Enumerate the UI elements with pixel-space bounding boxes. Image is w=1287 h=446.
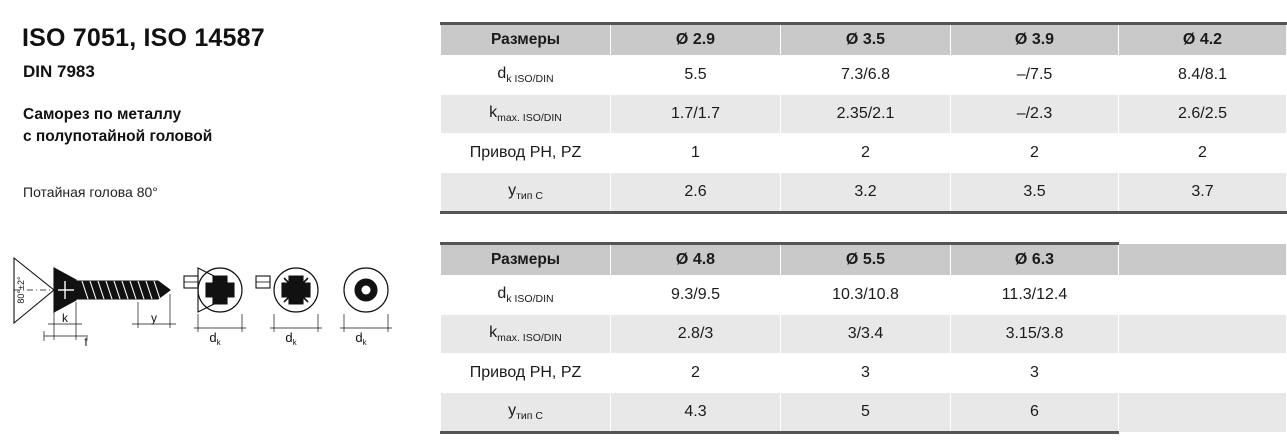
table2-row3-val3 — [1119, 393, 1287, 433]
table-header-row — [441, 244, 1287, 276]
product-description — [23, 104, 212, 149]
table2-row3-val2: 6 — [951, 393, 1119, 433]
drawing-angle-label: 80°±2° — [16, 276, 26, 304]
screw-technical-drawing — [8, 228, 428, 353]
table1-header-cell-2: Ø 3.5 — [781, 24, 951, 56]
table1-row1-val0: 1.7/1.7 — [611, 95, 781, 134]
table2-header-cell-3: Ø 6.3 — [951, 244, 1119, 276]
drawing-dim-y: y — [151, 311, 157, 325]
table2-header-cell-0: Размеры — [441, 244, 611, 276]
table2-row0-val3 — [1119, 276, 1287, 315]
table1-row3-label: $y_{тип C}$ — [441, 173, 611, 213]
table2-header-cell-2: Ø 5.5 — [781, 244, 951, 276]
table1-row3-val3: 3.7 — [1119, 173, 1287, 213]
table2-row2-label: Привод PH, PZ — [441, 354, 611, 393]
table2-row0-val2: 11.3/12.4 — [951, 276, 1119, 315]
table1-row1-val2: –/2.3 — [951, 95, 1119, 134]
table1-row2-val3: 2 — [1119, 134, 1287, 173]
table1-row3-val2: 3.5 — [951, 173, 1119, 213]
table1-row1-val1: 2.35/2.1 — [781, 95, 951, 134]
table1-row0-label: $d_{k ISO/DIN}$ — [441, 56, 611, 95]
table-row — [441, 173, 1287, 213]
table2-header-cell-1: Ø 4.8 — [611, 244, 781, 276]
table-row — [441, 56, 1287, 95]
table1-row0-val2: –/7.5 — [951, 56, 1119, 95]
product-description-line1: Саморез по металлу — [23, 106, 182, 123]
table2-header-cell-4 — [1119, 244, 1287, 276]
spec-table-1 — [440, 22, 1287, 214]
table2-row1-val0: 2.8/3 — [611, 315, 781, 354]
table2-row3-label: $y_{тип C}$ — [441, 393, 611, 433]
table1-row3-val1: 3.2 — [781, 173, 951, 213]
spec-table-2-wrapper — [440, 242, 1287, 434]
left-info-panel — [0, 0, 440, 446]
drawing-dim-dk-3: $d_k$ — [355, 330, 367, 347]
drawing-dim-dk-1: $d_k$ — [209, 330, 221, 347]
drawing-dim-dk-2: $d_k$ — [285, 330, 297, 347]
table1-row1-label: $k_{max. ISO/DIN}$ — [441, 95, 611, 134]
drawing-dim-k: k — [62, 311, 68, 325]
table1-row2-val2: 2 — [951, 134, 1119, 173]
table1-header-cell-3: Ø 3.9 — [951, 24, 1119, 56]
table1-row1-val3: 2.6/2.5 — [1119, 95, 1287, 134]
table1-row3-val0: 2.6 — [611, 173, 781, 213]
head-type-note: Потайная голова 80° — [23, 184, 158, 200]
table1-row2-val1: 2 — [781, 134, 951, 173]
table1-row0-val1: 7.3/6.8 — [781, 56, 951, 95]
table-row — [441, 354, 1287, 393]
table2-row2-val3 — [1119, 354, 1287, 393]
table2-row3-val0: 4.3 — [611, 393, 781, 433]
table2-row2-val2: 3 — [951, 354, 1119, 393]
table-row — [441, 95, 1287, 134]
table2-row3-val1: 5 — [781, 393, 951, 433]
table1-header-cell-0: Размеры — [441, 24, 611, 56]
table1-row2-label: Привод PH, PZ — [441, 134, 611, 173]
table2-row0-label: $d_{k ISO/DIN}$ — [441, 276, 611, 315]
spec-table-2 — [440, 242, 1287, 434]
table1-row2-val0: 1 — [611, 134, 781, 173]
page-subtitle: DIN 7983 — [23, 62, 95, 81]
table2-row0-val0: 9.3/9.5 — [611, 276, 781, 315]
table2-row1-val1: 3/3.4 — [781, 315, 951, 354]
table-row — [441, 276, 1287, 315]
table2-row1-val2: 3.15/3.8 — [951, 315, 1119, 354]
page-title: ISO 7051, ISO 14587 — [22, 24, 265, 52]
table2-row1-label: $k_{max. ISO/DIN}$ — [441, 315, 611, 354]
table2-row1-val3 — [1119, 315, 1287, 354]
table2-row2-val0: 2 — [611, 354, 781, 393]
table1-header-cell-4: Ø 4.2 — [1119, 24, 1287, 56]
table-row — [441, 134, 1287, 173]
table-row — [441, 393, 1287, 433]
table1-header-cell-1: Ø 2.9 — [611, 24, 781, 56]
table-header-row — [441, 24, 1287, 56]
spec-table-1-wrapper — [440, 22, 1287, 214]
table2-row0-val1: 10.3/10.8 — [781, 276, 951, 315]
drawing-dim-f: f — [84, 335, 88, 349]
table2-row2-val1: 3 — [781, 354, 951, 393]
table1-row0-val3: 8.4/8.1 — [1119, 56, 1287, 95]
table1-row0-val0: 5.5 — [611, 56, 781, 95]
product-description-line2: с полупотайной головой — [23, 128, 213, 146]
table-row — [441, 315, 1287, 354]
